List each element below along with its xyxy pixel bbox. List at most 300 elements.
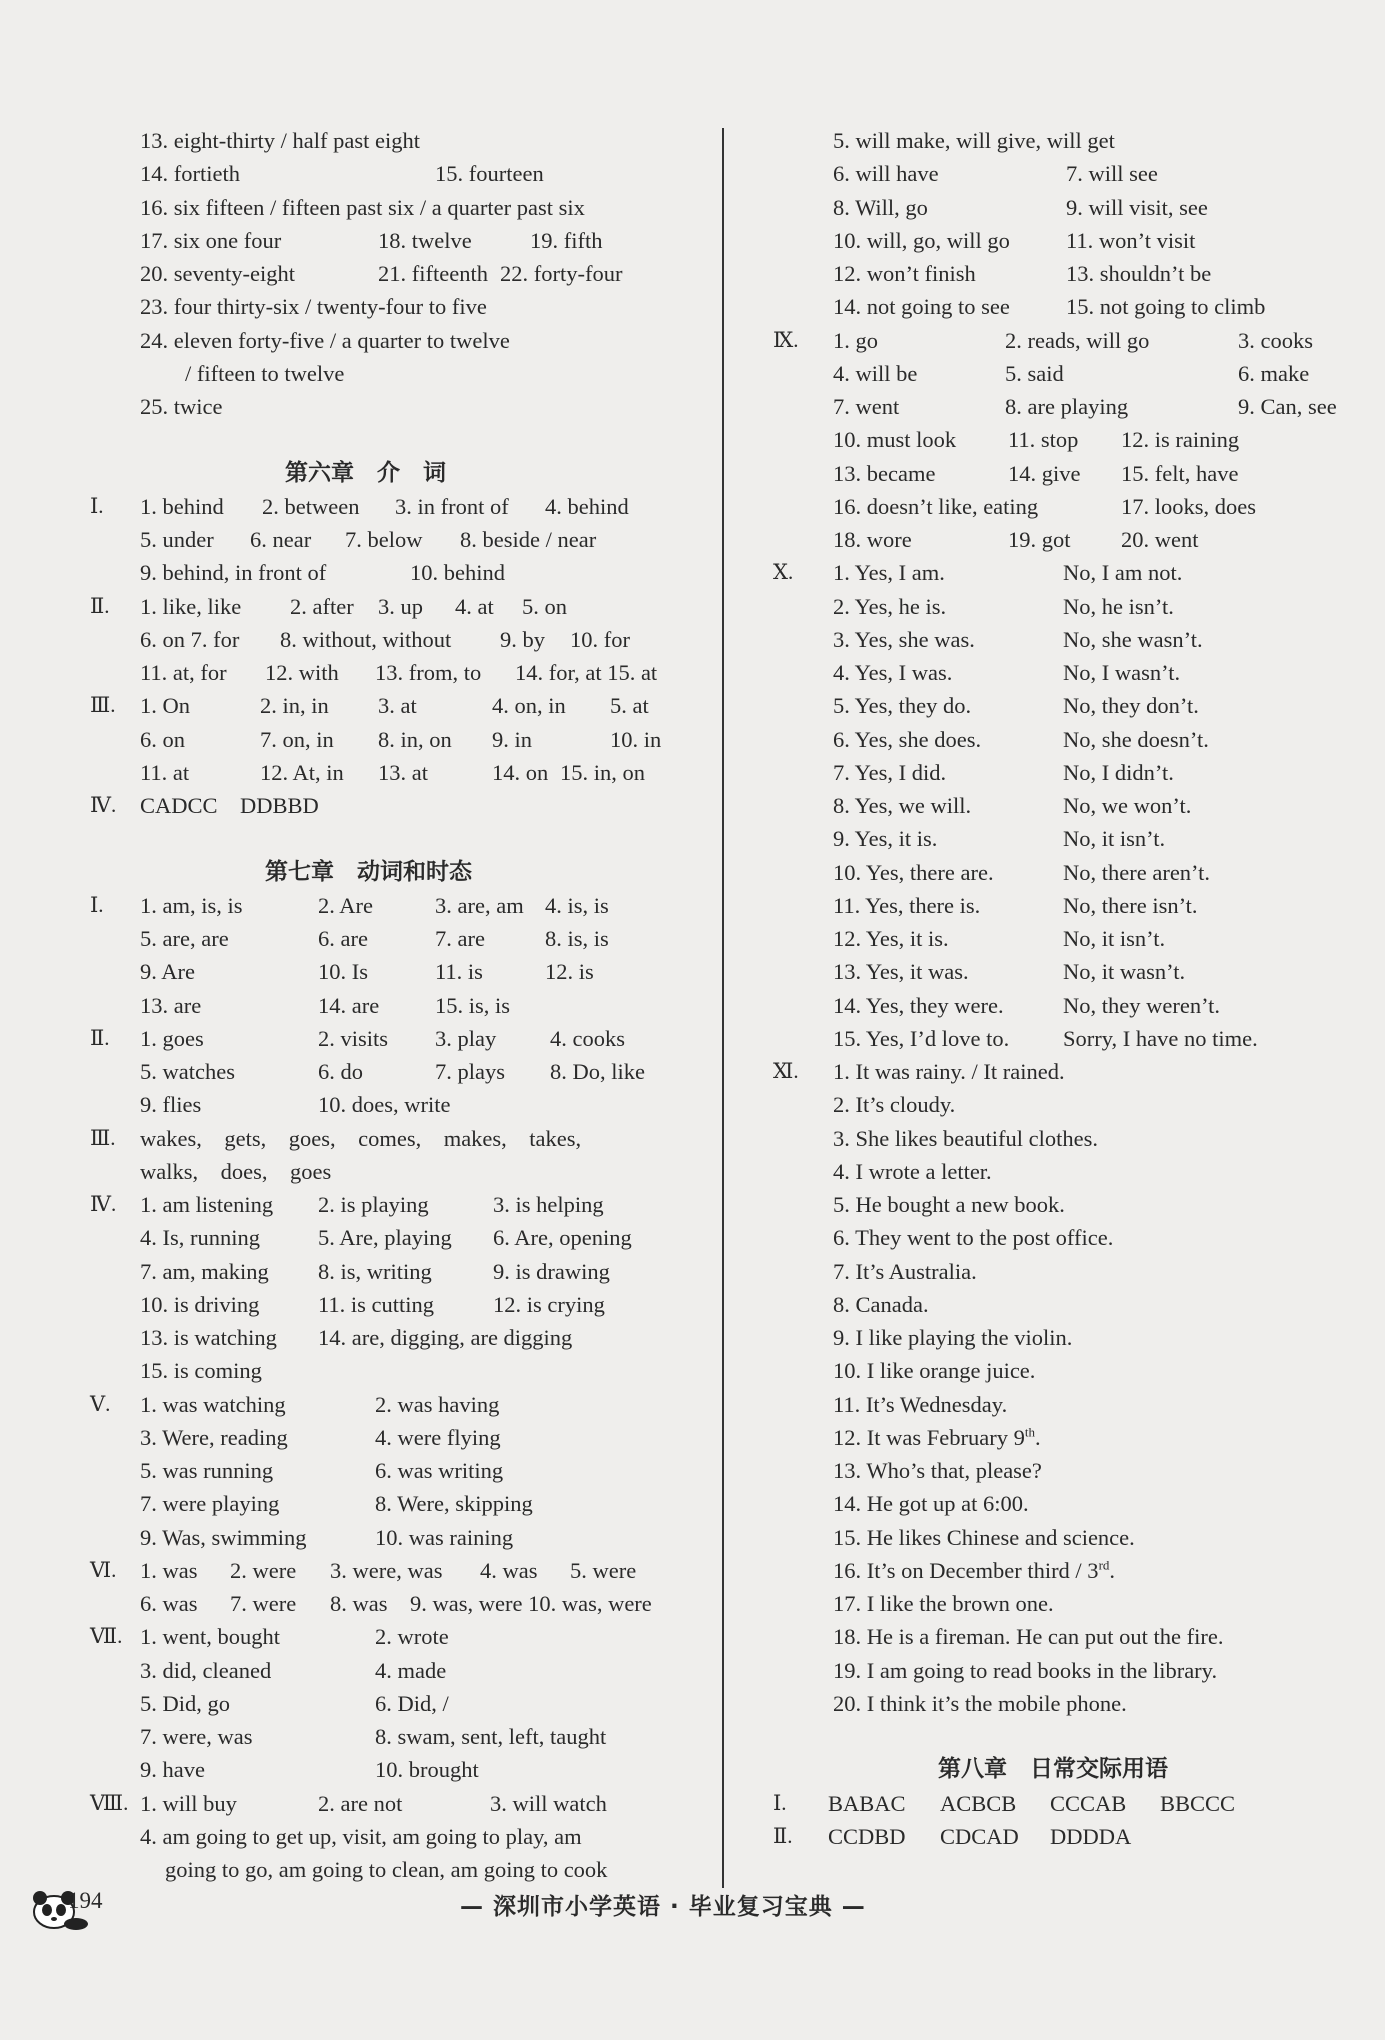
answer-text: 12. is crying [493,1291,605,1317]
answer-line [90,789,690,822]
answer-text: 18. wore [833,527,912,552]
superscript: rd [1098,1557,1110,1573]
answer-text: 2. It’s cloudy. [833,1092,956,1118]
answer-text: No, it wasn’t. [1063,959,1186,985]
answer-text: 2. was having [375,1391,500,1417]
answer-text: 8. was [330,1591,388,1616]
answer-line [768,556,1328,589]
page-number: 194 [68,1888,103,1913]
page-footer [0,1880,1385,1940]
answer-text: 9. in [492,726,533,752]
answer-text: Sorry, I have no time. [1063,1025,1258,1051]
answer-text: 4. is, is [545,892,609,918]
answer-text: 14. on [492,759,549,785]
answer-text: 4. made [375,1657,447,1683]
answer-text: wakes, gets, goes, comes, makes, takes, [140,1125,582,1151]
answer-text: 1. went, bought [140,1624,280,1650]
answer-text: 7. were [230,1591,297,1616]
spacer [90,822,690,855]
spacer [768,1720,1328,1753]
answer-text: 14. Yes, they were. [833,992,1004,1018]
answer-text: 7. went [833,394,900,419]
answer-line [90,590,690,623]
answer-text: 16. It’s on December third / 3rd. [833,1557,1116,1583]
answer-text: 15. fourteen [435,161,544,187]
section-number: Ⅷ. [90,1790,129,1815]
answer-text: ACBCB [940,1790,1017,1816]
answer-line [768,1122,1328,1155]
answer-line [768,1521,1328,1554]
answer-text: 11. It’s Wednesday. [833,1391,1008,1417]
section-number: Ⅰ. [773,1790,787,1815]
answer-text: 7. below [345,527,423,552]
answer-text: 6. make [1238,360,1310,386]
answer-text: 6. They went to the post office. [833,1225,1114,1251]
section-number: Ⅱ. [773,1823,793,1848]
answer-text: 9. Are [140,959,195,985]
answer-text: 13. are [140,992,202,1018]
answer-text: walks, does, goes [140,1158,332,1184]
answer-line [768,423,1328,456]
answer-text: 3. play [435,1025,497,1051]
section-number: Ⅰ. [90,493,104,518]
answer-line [768,1787,1328,1820]
answer-line [90,656,690,689]
answer-line [768,1421,1328,1454]
answer-text: No, there isn’t. [1063,892,1198,918]
answer-text: 5. watches [140,1059,235,1084]
answer-line [90,689,690,722]
answer-text: 5. at [610,693,649,719]
answer-line [90,1454,690,1487]
answer-text: 19. fifth [530,227,603,253]
answer-text: 8. swam, sent, left, taught [375,1724,607,1749]
answer-line [768,490,1328,523]
answer-text: 1. behind [140,493,224,519]
answer-text: No, I wasn’t. [1063,660,1181,685]
answer-line [768,191,1328,224]
section-number: Ⅵ. [90,1557,117,1582]
answer-text: 16. doesn’t like, eating [833,493,1039,519]
answer-line [768,1388,1328,1421]
answer-line [768,922,1328,955]
answer-line [768,590,1328,623]
section-number: Ⅹ. [773,560,794,585]
answer-text: 11. at [140,759,190,785]
answer-line [90,1055,690,1088]
answer-text: No, it isn’t. [1063,826,1166,852]
answer-text: BABAC [828,1790,906,1816]
answer-text: 1. am listening [140,1192,274,1217]
answer-line [768,290,1328,323]
answer-text: 13. Who’s that, please? [833,1458,1042,1483]
answer-text: 1. am, is, is [140,892,243,918]
answer-text: 4. on, in [492,693,566,719]
answer-text: 18. He is a fireman. He can put out the fire. [833,1624,1224,1650]
answer-text: 14. fortieth [140,161,240,187]
answer-text: 10. will, go, will go [833,227,1010,253]
answer-text: 6. on [140,726,185,752]
punctuation: . [1109,1557,1116,1583]
answer-text: 8. Yes, we will. [833,793,972,818]
answer-text: 5. was running [140,1458,274,1483]
answer-text: 8. are playing [1005,394,1129,419]
column-divider [722,128,724,1888]
answer-text: 9. Was, swimming [140,1524,307,1550]
answer-text: 7. were playing [140,1491,280,1517]
answer-text: 2. wrote [375,1624,449,1650]
answer-line [768,124,1328,157]
chapter-heading [90,457,690,490]
answer-text: 25. twice [140,394,223,419]
answer-text: 3. will watch [490,1790,607,1816]
answer-text: 14. He got up at 6:00. [833,1491,1029,1517]
answer-line [90,1820,690,1853]
answer-text: 12. At, in [260,759,344,785]
answer-text: 9. is drawing [493,1258,610,1284]
answer-text: 6. Did, / [375,1690,449,1716]
answer-text: 13. is watching [140,1325,277,1350]
answer-text: No, he isn’t. [1063,593,1174,619]
answer-line [90,257,690,290]
answer-text: 18. twelve [378,227,472,253]
answer-line [90,324,690,357]
answer-text: 5. Are, playing [318,1225,452,1251]
section-number: Ⅱ. [90,593,110,618]
answer-text: 3. in front of [395,493,509,519]
answer-text: 15. He likes Chinese and science. [833,1524,1135,1550]
answer-line [90,191,690,224]
answer-line [768,324,1328,357]
answer-text: 4. I wrote a letter. [833,1158,992,1184]
answer-text: 15. not going to climb [1066,294,1266,320]
answer-text: 1. was [140,1557,198,1583]
answer-line [90,1255,690,1288]
section-number: Ⅲ. [90,1125,116,1150]
answer-text: 10. in [610,726,662,752]
answer-text: 10. is driving [140,1291,260,1317]
answer-text: 6. was [140,1591,198,1616]
answer-text: 4. behind [545,493,629,519]
answer-text: 10. for [570,626,630,652]
answer-text: 5. He bought a new book. [833,1192,1065,1217]
answer-text: 10. does, write [318,1092,451,1118]
answer-line [768,955,1328,988]
answer-text: 13. shouldn’t be [1066,261,1212,286]
answer-text: 17. I like the brown one. [833,1591,1054,1616]
answer-text: 4. was [480,1557,538,1583]
answer-text: 15. felt, have [1121,460,1239,486]
answer-text: BBCCC [1160,1790,1236,1816]
answer-line [768,1221,1328,1254]
answer-text: 1. go [833,327,878,353]
answer-text: 12. won’t finish [833,261,976,286]
answer-text: 20. went [1121,527,1199,552]
answer-line [768,656,1328,689]
answer-text: 1. was watching [140,1391,286,1417]
answer-text: 6. do [318,1059,363,1084]
answer-line [768,257,1328,290]
answer-text: 3. did, cleaned [140,1657,272,1683]
answer-text: 2. visits [318,1025,389,1051]
answer-text: 7. were, was [140,1724,253,1749]
answer-text: 10. brought [375,1757,479,1783]
section-number: Ⅸ. [773,327,799,352]
answer-text: 3. were, was [330,1557,443,1583]
answer-text: No, she wasn’t. [1063,626,1203,652]
section-number: Ⅶ. [90,1624,123,1649]
answer-text: 20. I think it’s the mobile phone. [833,1690,1127,1716]
heading-text: 第六章 介 词 [285,459,446,486]
answer-text: No, it isn’t. [1063,926,1166,951]
heading-text: 第七章 动词和时态 [265,858,472,885]
answer-text: 16. six fifteen / fifteen past six / a quarter past six [140,194,585,220]
answer-text: No, she doesn’t. [1063,726,1209,752]
answer-text: 6. was writing [375,1458,504,1483]
answer-text: 6. on 7. for [140,626,240,652]
answer-text: CCDBD [828,1823,906,1849]
answer-text: 10. I like orange juice. [833,1358,1036,1384]
answer-text: CCCAB [1050,1790,1127,1816]
answer-text: 17. looks, does [1121,493,1256,519]
answer-line [768,723,1328,756]
answer-text: 4. Is, running [140,1225,260,1251]
answer-line [90,357,690,390]
answer-text: 5. were [570,1557,637,1583]
answer-text: 13. Yes, it was. [833,959,969,985]
answer-text: 4. am going to get up, visit, am going to play, am [140,1823,582,1849]
answer-line [90,1487,690,1520]
answer-text: 14. are, digging, are digging [318,1325,573,1350]
answer-text: 9. will visit, see [1066,194,1208,220]
answer-text: 3. up [378,593,423,619]
answer-line [768,756,1328,789]
answer-line [90,1587,690,1620]
answer-line [90,1321,690,1354]
answer-line [90,955,690,988]
answer-line [90,1122,690,1155]
answer-text: 5. under [140,527,214,552]
answer-line [768,1022,1328,1055]
answer-text: 11. stop [1008,427,1079,453]
answer-text: 14. not going to see [833,294,1010,320]
section-number: Ⅲ. [90,693,116,718]
answer-line [90,523,690,556]
answer-text: 22. forty-four [500,261,623,286]
answer-text: 3. cooks [1238,327,1313,353]
answer-line [90,1720,690,1753]
answer-text: 14. give [1008,460,1081,486]
answer-text: No, we won’t. [1063,793,1192,818]
answer-line [90,922,690,955]
answer-text: 5. said [1005,360,1064,386]
answer-text: 2. is playing [318,1192,429,1217]
answer-line [90,1787,690,1820]
answer-line [90,1155,690,1188]
section-number: Ⅳ. [90,1192,117,1216]
answer-line [90,623,690,656]
answer-line [90,1188,690,1221]
section-number: Ⅳ. [90,793,117,817]
answer-text: 5. Yes, they do. [833,693,972,719]
answer-line [768,1055,1328,1088]
answer-text: 4. were flying [375,1424,501,1450]
answer-text: 11. is cutting [318,1291,435,1317]
answer-text: 7. on, in [260,726,334,752]
answer-text: 15. is coming [140,1358,262,1384]
answer-text: 6. Yes, she does. [833,726,982,752]
answer-text: 9. was, were 10. was, were [410,1591,652,1616]
answer-text: 7. plays [435,1059,505,1084]
answer-line [90,1022,690,1055]
section-number: Ⅺ. [773,1059,799,1083]
answer-text: 9. Yes, it is. [833,826,938,852]
answer-text: 8. Canada. [833,1291,929,1317]
answer-line [90,1521,690,1554]
answer-line [90,1753,690,1786]
answer-text: 14. for, at 15. at [515,660,658,685]
answer-text: 8. is, is [545,926,609,951]
answer-line [90,290,690,323]
answer-text: 1. will buy [140,1790,237,1816]
answer-line [90,1654,690,1687]
answer-text: 8. in, on [378,726,452,752]
answer-line [768,390,1337,423]
answer-text: 21. fifteenth [378,261,488,286]
answer-line [768,623,1328,656]
answer-line [768,1255,1328,1288]
answer-text: 3. Were, reading [140,1424,288,1450]
answer-text: 4. cooks [550,1025,625,1051]
section-number: Ⅰ. [90,892,104,917]
answer-text: 4. Yes, I was. [833,660,953,685]
answer-text: 5. on [522,593,567,619]
answer-line [768,1454,1328,1487]
answer-text: 15. is, is [435,992,511,1018]
answer-text: 7. are [435,926,485,951]
answer-line [768,822,1328,855]
answer-text: No, there aren’t. [1063,859,1211,885]
answer-text: 1. goes [140,1025,204,1051]
answer-line [768,1487,1328,1520]
answer-line [90,1421,690,1454]
answer-text: 8. without, without [280,626,452,652]
answer-line [768,157,1328,190]
answer-text: 3. She likes beautiful clothes. [833,1125,1098,1151]
answer-line [768,856,1328,889]
book-title: — 深圳市小学英语 · 毕业复习宝典 — [460,1894,866,1920]
answer-line [90,1088,690,1121]
answer-text: 11. won’t visit [1066,227,1196,253]
answer-line [768,789,1328,822]
answer-line [90,1554,690,1587]
answer-text: 5. will make, will give, will get [833,128,1115,153]
answer-text: 12. is raining [1121,427,1240,453]
punctuation: . [1034,1424,1041,1450]
section-number: Ⅱ. [90,1025,110,1050]
answer-text: 13. eight-thirty / half past eight [140,128,420,153]
answer-text: 3. Yes, she was. [833,626,975,652]
answer-text: 7. Yes, I did. [833,759,947,785]
answer-text: CADCC DDBBD [140,793,319,818]
answer-text: 7. will see [1066,161,1158,187]
answer-line [90,490,690,523]
chapter-heading [768,1753,1328,1786]
answer-text: 4. will be [833,360,918,386]
answer-line [768,457,1328,490]
answer-text: 15. Yes, I’d love to. [833,1025,1010,1051]
answer-text: 1. On [140,693,190,719]
answer-text: 19. I am going to read books in the library. [833,1657,1218,1683]
answer-line [90,1687,690,1720]
answer-line [90,556,690,589]
answer-line [90,1354,690,1387]
answer-text: No, I didn’t. [1063,759,1174,785]
answer-line [90,1221,690,1254]
answer-text: 2. after [290,593,354,619]
chapter-heading [90,856,690,889]
answer-text: 5. are, are [140,926,229,951]
answer-line [90,1288,690,1321]
answer-text: 9. behind, in front of [140,560,327,586]
answer-text: 12. Yes, it is. [833,926,949,951]
superscript: th [1024,1424,1035,1440]
answer-line [768,1155,1328,1188]
answer-text: 2. were [230,1557,297,1583]
answer-text: 12. It was February 9th. [833,1424,1041,1450]
answer-text: 9. by [500,626,545,652]
answer-text: 9. Can, see [1238,394,1337,419]
answer-text: 13. from, to [375,660,482,685]
answer-line [768,1288,1328,1321]
answer-text: 24. eleven forty-five / a quarter to twelve [140,327,510,353]
answer-text: 10. must look [833,427,957,453]
answer-text: 15. in, on [560,759,646,785]
answer-text: 9. have [140,1757,205,1783]
answer-text: DDDDA [1050,1823,1132,1849]
answer-text: 8. Do, like [550,1059,645,1084]
answer-line [768,224,1328,257]
answer-text: 9. I like playing the violin. [833,1325,1073,1350]
answer-line [90,1620,690,1653]
answer-text: 23. four thirty-six / twenty-four to five [140,294,487,320]
answer-text: 14. are [318,992,380,1018]
answer-text: 10. behind [410,560,505,586]
answer-text: 12. is [545,959,594,985]
answer-line [90,889,690,922]
answer-text: 19. got [1008,527,1071,552]
answer-text: No, they don’t. [1063,693,1199,719]
answer-text: 5. Did, go [140,1690,230,1716]
answer-text: No, they weren’t. [1063,992,1221,1018]
answer-text: 4. at [455,593,494,619]
answer-line [90,224,690,257]
answer-line [90,157,690,190]
answer-text: 17. six one four [140,227,282,253]
answer-text: 1. like, like [140,593,242,619]
answer-text: 1. It was rainy. / It rained. [833,1059,1065,1084]
answer-text: 2. between [262,493,360,519]
answer-text: 12. with [265,660,339,685]
answer-line [768,1354,1328,1387]
answer-line [90,756,690,789]
answer-text: 10. Is [318,959,368,985]
answer-text: 3. at [378,693,417,719]
answer-text: 11. at, for [140,660,227,685]
answer-text: CDCAD [940,1823,1019,1849]
answer-line [90,989,690,1022]
answer-text: 10. Yes, there are. [833,859,994,885]
